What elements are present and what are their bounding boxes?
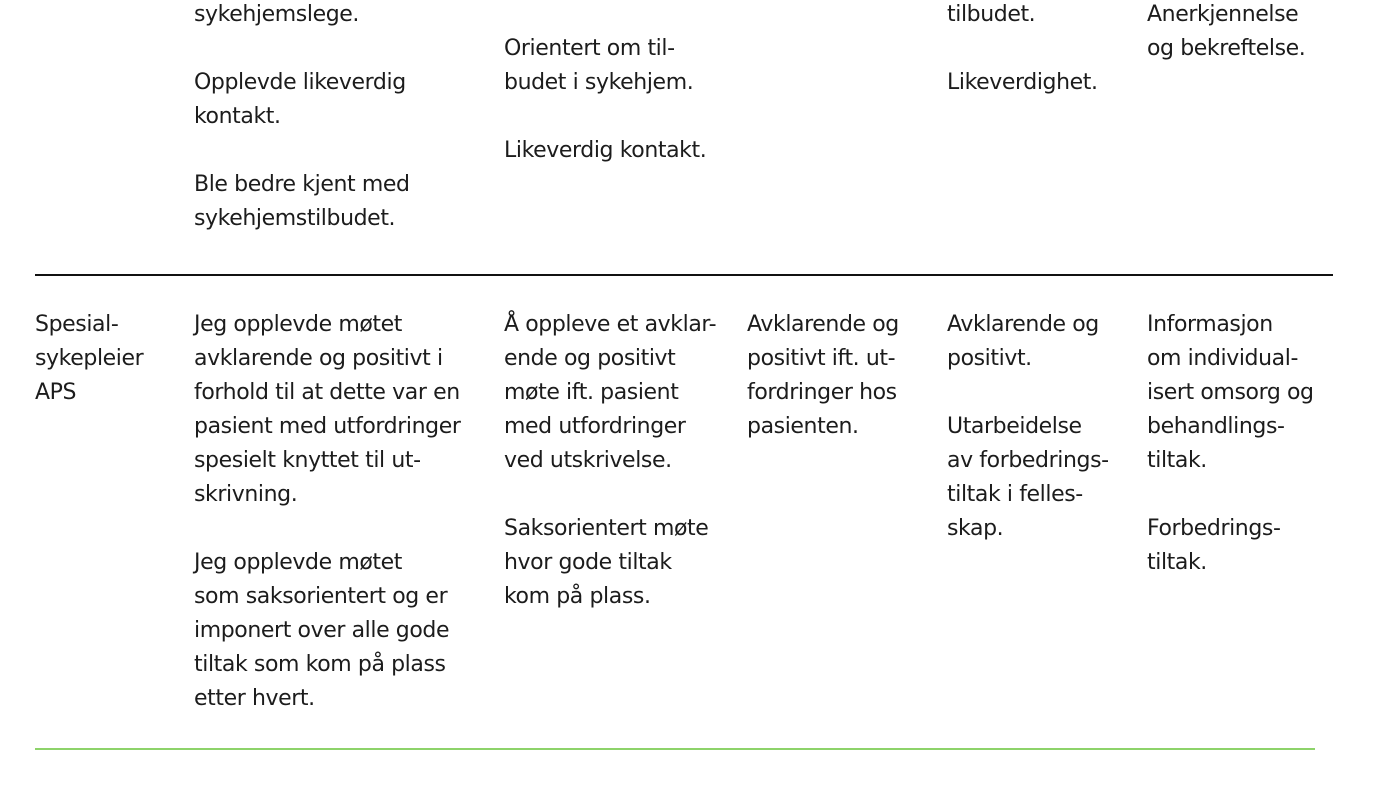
- text-line: avklarende og positivt i: [194, 346, 443, 371]
- summary-cell: [504, 308, 716, 614]
- text-line: Anerkjennelse: [1147, 2, 1299, 27]
- condensed-cell: [747, 308, 899, 444]
- paragraph: [947, 308, 1109, 376]
- text-line: budet i sykehjem.: [504, 70, 694, 95]
- text-line: Jeg opplevde møtet: [194, 550, 403, 575]
- paragraph: [1147, 512, 1314, 580]
- table-bottom-rule: [35, 748, 1315, 750]
- prev-row-experience-cell: [194, 0, 410, 236]
- text-line: behandlings-: [1147, 414, 1285, 439]
- text-line: imponert over alle gode: [194, 618, 450, 643]
- paragraph: [1147, 0, 1305, 66]
- text-line: om individual-: [1147, 346, 1298, 371]
- text-line: Likeverdig kontakt.: [504, 138, 707, 163]
- text-line: Ble bedre kjent med: [194, 172, 410, 197]
- role-cell: [35, 308, 143, 410]
- prev-row-summary-cell: [504, 32, 706, 168]
- paragraph: [947, 410, 1109, 546]
- text-line: isert omsorg og: [1147, 380, 1314, 405]
- paragraph: [194, 308, 461, 512]
- text-line: positivt ift. ut-: [747, 346, 896, 371]
- text-line: kom på plass.: [504, 584, 651, 609]
- text-line: tiltak som kom på plass: [194, 652, 446, 677]
- text-line: Utarbeidelse: [947, 414, 1082, 439]
- text-line: forhold til at dette var en: [194, 380, 460, 405]
- text-line: Forbedrings-: [1147, 516, 1281, 541]
- row-divider: [35, 274, 1333, 276]
- text-line: tiltak i felles-: [947, 482, 1083, 507]
- paragraph: [747, 308, 899, 444]
- text-line: Informasjon: [1147, 312, 1273, 337]
- paragraph: [947, 0, 1098, 32]
- text-line: møte ift. pasient: [504, 380, 679, 405]
- text-line: kontakt.: [194, 104, 281, 129]
- paragraph: [194, 0, 410, 32]
- paragraph: [947, 66, 1098, 100]
- paragraph: [194, 546, 461, 716]
- text-line: tiltak.: [1147, 550, 1207, 575]
- text-line: Orientert om til-: [504, 36, 675, 61]
- text-line: sykehjemslege.: [194, 2, 359, 27]
- theme-cell: [947, 308, 1109, 546]
- text-line: Å oppleve et avklar-: [504, 312, 717, 337]
- text-line: hvor gode tiltak: [504, 550, 672, 575]
- text-line: sykehjemstilbudet.: [194, 206, 396, 231]
- text-line: Avklarende og: [747, 312, 899, 337]
- text-line: pasient med utfordringer: [194, 414, 461, 439]
- paragraph: [1147, 308, 1314, 478]
- prev-row-theme-cell: [947, 0, 1098, 100]
- text-line: av forbedrings-: [947, 448, 1109, 473]
- text-line: fordringer hos: [747, 380, 897, 405]
- text-line: og bekreftelse.: [1147, 36, 1306, 61]
- paragraph: [504, 308, 716, 478]
- paragraph: [194, 168, 410, 236]
- text-line: sykepleier: [35, 346, 144, 371]
- paragraph: [504, 512, 716, 614]
- text-line: tiltak.: [1147, 448, 1207, 473]
- paragraph: [504, 32, 706, 100]
- text-line: Saksorientert møte: [504, 516, 709, 541]
- experience-cell: [194, 308, 461, 716]
- text-line: med utfordringer: [504, 414, 686, 439]
- text-line: etter hvert.: [194, 686, 315, 711]
- text-line: Jeg opplevde møtet: [194, 312, 403, 337]
- text-line: Avklarende og: [947, 312, 1099, 337]
- text-line: APS: [35, 380, 77, 405]
- text-line: pasienten.: [747, 414, 859, 439]
- category-cell: [1147, 308, 1314, 580]
- text-line: som saksorientert og er: [194, 584, 448, 609]
- text-line: Likeverdighet.: [947, 70, 1098, 95]
- text-line: spesielt knyttet til ut-: [194, 448, 421, 473]
- text-line: skap.: [947, 516, 1004, 541]
- paragraph: [194, 66, 410, 134]
- paragraph: [504, 134, 706, 168]
- text-line: Opplevde likeverdig: [194, 70, 406, 95]
- prev-row-category-cell: [1147, 0, 1305, 66]
- text-line: tilbudet.: [947, 2, 1036, 27]
- text-line: ende og positivt: [504, 346, 676, 371]
- text-line: Spesial-: [35, 312, 119, 337]
- text-line: skrivning.: [194, 482, 298, 507]
- text-line: ved utskrivelse.: [504, 448, 672, 473]
- text-line: positivt.: [947, 346, 1032, 371]
